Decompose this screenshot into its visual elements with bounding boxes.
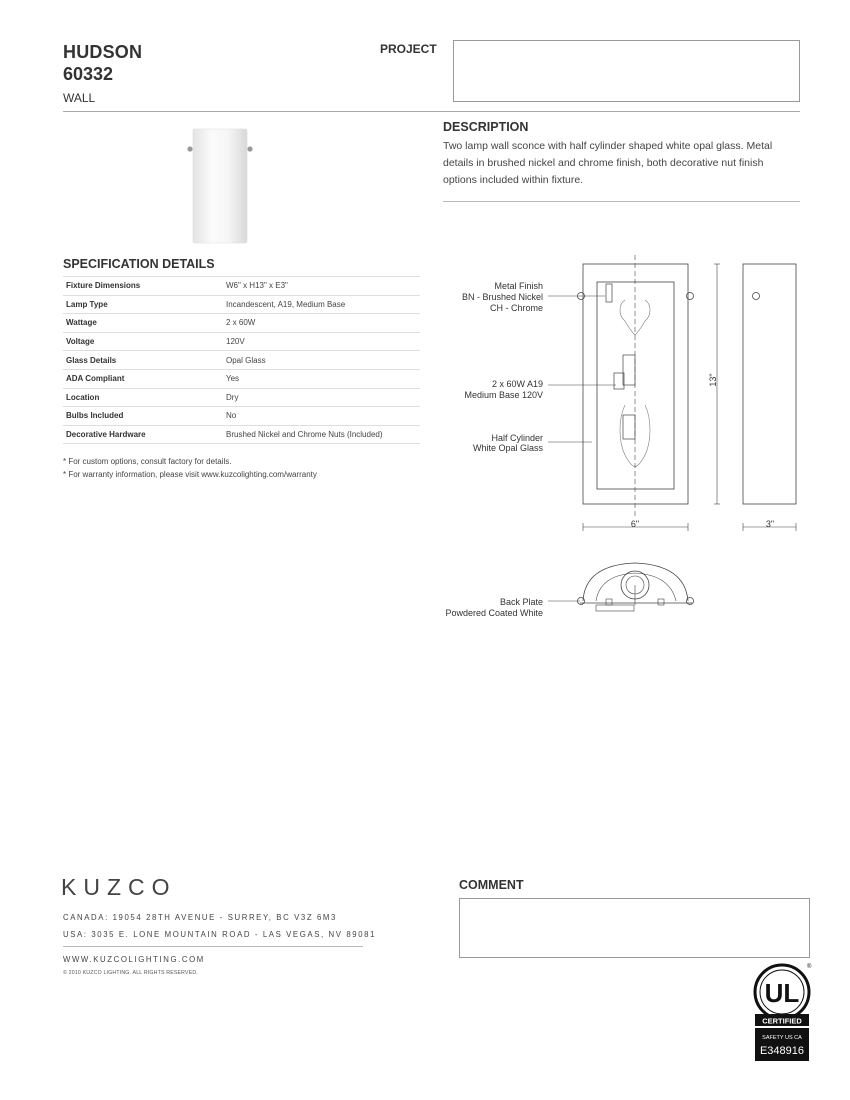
website-link[interactable]: WWW.KUZCOLIGHTING.COM: [63, 955, 205, 964]
spec-label: Glass Details: [63, 351, 223, 370]
copyright: © 2010 KUZCO LIGHTING. ALL RIGHTS RESERVED.: [63, 970, 198, 976]
spec-value: W6" x H13" x E3": [223, 277, 420, 296]
spec-value: 2 x 60W: [223, 314, 420, 333]
note-custom: * For custom options, consult factory for details.: [63, 457, 232, 466]
registered-symbol: ®: [807, 964, 812, 970]
spec-value: No: [223, 407, 420, 426]
spec-title: SPECIFICATION DETAILS: [63, 257, 215, 271]
footer-divider: [63, 946, 363, 947]
label-metal-finish: Metal Finish: [494, 281, 543, 291]
spec-notes: [63, 456, 317, 481]
spec-label: Fixture Dimensions: [63, 277, 223, 296]
ul-logo: UL: [764, 978, 800, 1008]
spec-label: Bulbs Included: [63, 407, 223, 426]
comment-field[interactable]: [459, 898, 810, 958]
spec-label: Lamp Type: [63, 295, 223, 314]
top-view-outline: [583, 563, 688, 601]
spec-value: Dry: [223, 388, 420, 407]
spec-row: [63, 369, 420, 388]
note-warranty: * For warranty information, please visit www.kuzcolighting.com/warranty: [63, 469, 317, 479]
front-view-outline: [583, 264, 688, 504]
safety-label: SAFETY US CA: [762, 1035, 802, 1041]
spec-label: Wattage: [63, 314, 223, 333]
description-body: Two lamp wall sconce with half cylinder shaped white opal glass. Metal details in brushed nickel and chrome finish, both decorative nut finish options included within fixture.: [443, 140, 773, 186]
spec-table: [63, 276, 420, 444]
spec-row: [63, 351, 420, 370]
back-plate-outline: [597, 282, 674, 489]
product-category: WALL: [63, 91, 96, 105]
label-lamp-base: Medium Base 120V: [464, 390, 543, 400]
spec-row: [63, 332, 420, 351]
address-usa: USA: 3035 E. LONE MOUNTAIN ROAD - LAS VEGAS, NV 89081: [63, 930, 377, 939]
header-divider: [63, 111, 800, 112]
spec-value: Opal Glass: [223, 351, 420, 370]
dimension-depth: 3": [765, 519, 775, 529]
address-canada: CANADA: 19054 28TH AVENUE - SURREY, BC V3Z 6M3: [63, 913, 337, 922]
dimension-width: 6": [630, 519, 640, 529]
spec-row: [63, 407, 420, 426]
spec-label: Voltage: [63, 332, 223, 351]
spec-value: 120V: [223, 332, 420, 351]
side-view-outline: [743, 264, 796, 504]
spec-row: [63, 425, 420, 444]
spec-row: [63, 277, 420, 296]
spec-row: [63, 314, 420, 333]
dimension-height: 13": [708, 373, 718, 387]
project-field[interactable]: [453, 40, 800, 102]
label-glass: Half Cylinder: [491, 433, 543, 443]
product-name: HUDSON: [63, 42, 143, 62]
label-glass-type: White Opal Glass: [472, 443, 543, 453]
kuzco-logo: KUZCO: [61, 874, 177, 900]
spec-row: [63, 295, 420, 314]
spec-value: Incandescent, A19, Medium Base: [223, 295, 420, 314]
label-lamp: 2 x 60W A19: [491, 379, 543, 389]
spec-label: Location: [63, 388, 223, 407]
product-number: 60332: [63, 64, 114, 84]
ul-certified-mark: [752, 962, 812, 1067]
spec-value: Brushed Nickel and Chrome Nuts (Included): [223, 425, 420, 444]
description-divider: [443, 201, 800, 202]
description-title: DESCRIPTION: [443, 120, 529, 134]
spec-value: Yes: [223, 369, 420, 388]
spec-label: Decorative Hardware: [63, 425, 223, 444]
technical-drawing: [430, 255, 810, 630]
ul-file-number: E348916: [759, 1045, 805, 1057]
comment-label: COMMENT: [459, 878, 524, 892]
label-brushed-nickel: BN - Brushed Nickel: [461, 292, 543, 302]
label-back-plate-finish: Powdered Coated White: [445, 608, 543, 618]
spec-label: ADA Compliant: [63, 369, 223, 388]
spec-row: [63, 388, 420, 407]
project-label: PROJECT: [380, 42, 437, 56]
certified-label: CERTIFIED: [762, 1016, 802, 1026]
product-image: [185, 127, 255, 250]
label-back-plate: Back Plate: [499, 597, 543, 607]
label-chrome: CH - Chrome: [489, 303, 543, 313]
